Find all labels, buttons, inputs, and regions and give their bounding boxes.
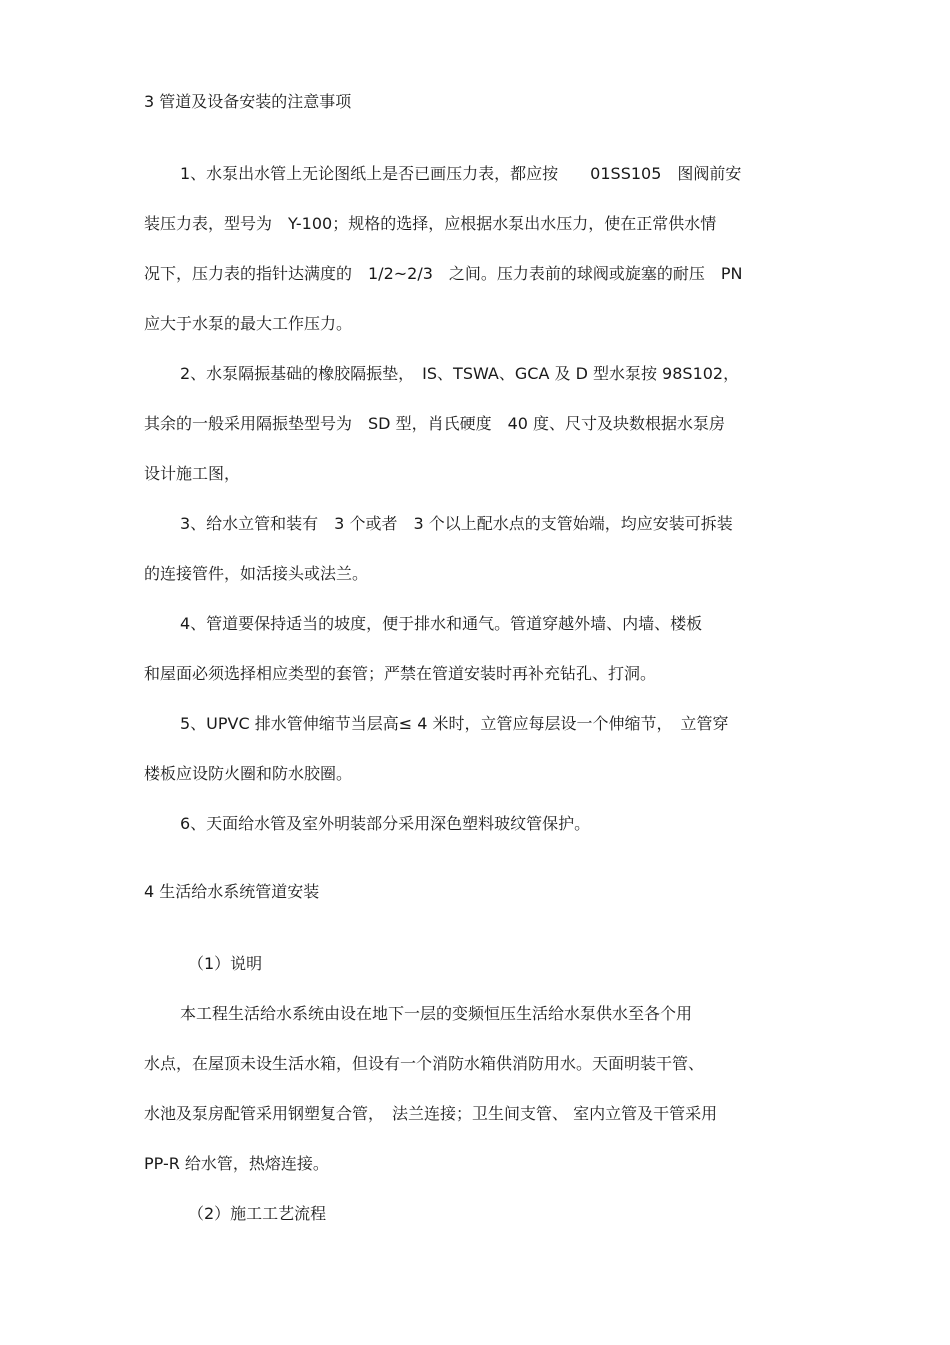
sub1-para-line-1: 本工程生活给水系统由设在地下一层的变频恒压生活给水泵供水至各个用 xyxy=(180,1004,693,1023)
item-3-line-2: 的连接管件，如活接头或法兰。 xyxy=(144,564,369,583)
subsection-1-title: （1）说明 xyxy=(188,954,263,973)
item-6-line-1: 6、天面给水管及室外明装部分采用深色塑料玻纹管保护。 xyxy=(180,814,591,833)
sub1-para-line-2: 水点，在屋顶未设生活水箱，但设有一个消防水箱供消防用水。天面明装干管、 xyxy=(144,1054,705,1073)
item-2-line-3: 设计施工图， xyxy=(144,464,241,483)
item-4-line-1: 4、管道要保持适当的坡度，便于排水和通气。管道穿越外墙、内墙、楼板 xyxy=(180,614,703,633)
item-3-line-1: 3、给水立管和装有 3 个或者 3 个以上配水点的支管始端，均应安装可拆装 xyxy=(180,514,733,533)
item-1-line-4: 应大于水泵的最大工作压力。 xyxy=(144,314,353,333)
item-1-line-1: 1、水泵出水管上无论图纸上是否已画压力表，都应按 01SS105 图阀前安 xyxy=(180,164,742,183)
item-1-line-3: 况下，压力表的指针达满度的 1/2~2/3 之间。压力表前的球阀或旋塞的耐压 PN xyxy=(144,264,743,283)
item-5-line-2: 楼板应设防火圈和防水胶圈。 xyxy=(144,764,353,783)
item-2-line-2: 其余的一般采用隔振垫型号为 SD 型，肖氏硬度 40 度、尺寸及块数根据水泵房 xyxy=(144,414,726,433)
item-4-line-2: 和屋面必须选择相应类型的套管；严禁在管道安装时再补充钻孔、打洞。 xyxy=(144,664,657,683)
item-5-line-1: 5、UPVC 排水管伸缩节当层高≤ 4 米时，立管应每层设一个伸缩节， 立管穿 xyxy=(180,714,729,733)
section-3-heading: 3 管道及设备安装的注意事项 xyxy=(144,92,352,111)
item-1-line-2: 装压力表，型号为 Y-100；规格的选择，应根据水泵出水压力，使在正常供水情 xyxy=(144,214,717,233)
sub1-para-line-3: 水池及泵房配管采用钢塑复合管， 法兰连接；卫生间支管、 室内立管及干管采用 xyxy=(144,1104,718,1123)
item-2-line-1: 2、水泵隔振基础的橡胶隔振垫， IS、TSWA、GCA 及 D 型水泵按 98S102， xyxy=(180,364,740,383)
section-4-heading: 4 生活给水系统管道安装 xyxy=(144,882,320,901)
sub1-para-line-4: PP-R 给水管，热熔连接。 xyxy=(144,1154,329,1173)
subsection-2-title: （2）施工工艺流程 xyxy=(188,1204,327,1223)
